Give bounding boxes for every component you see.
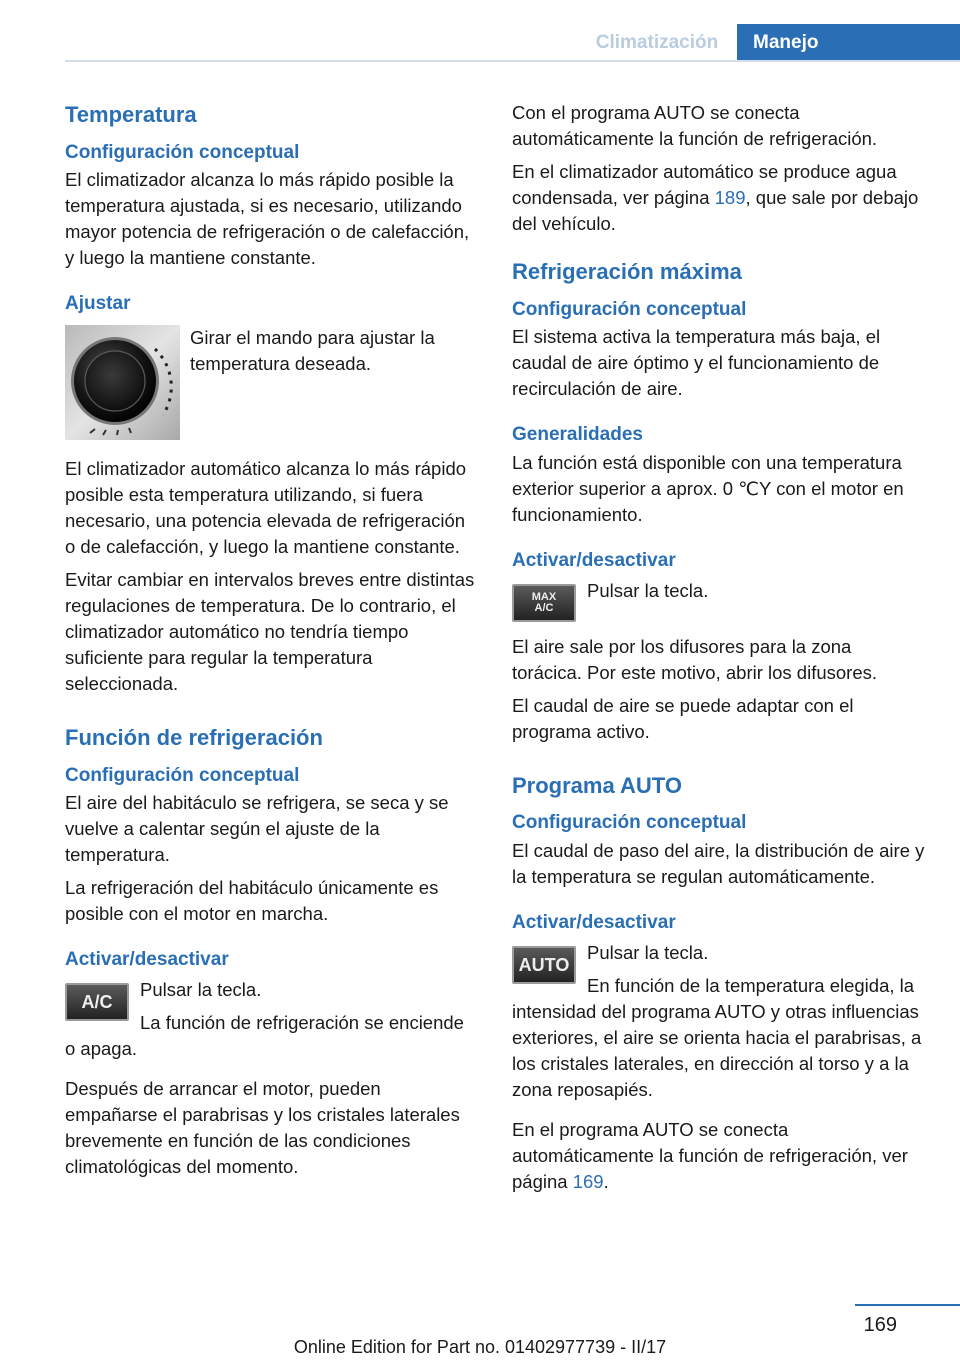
subheading-concept-refrigeracion: Configuración conceptual	[65, 764, 300, 786]
left-column	[65, 100, 478, 1187]
paragraph-maxima-2: El caudal de aire se puede adaptar con el programa activo.	[512, 694, 854, 742]
page-link-189[interactable]: 189	[714, 187, 746, 208]
ac-key-icon	[65, 983, 129, 1021]
paragraph-ajustar: Girar el mando para ajustar la temperatura deseada.	[190, 326, 435, 374]
paragraph-press-ac: Pulsar la tecla.	[140, 978, 262, 1000]
max-ac-key-line2: A/C	[534, 601, 554, 614]
header-divider	[65, 60, 960, 62]
subheading-toggle-maxima: Activar/desactivar	[512, 549, 676, 571]
heading-auto: Programa AUTO	[512, 772, 682, 798]
paragraph-refrigeracion-3: Después de arrancar el motor, pueden empañarse el parabrisas y los cristales laterales brevemente en función de las condiciones climatológicas del momento.	[65, 1077, 460, 1177]
text-before-link: En el climatizador automático se produce agua condensada, ver página	[512, 161, 897, 208]
right-column	[512, 100, 925, 1202]
paragraph-concept-temperatura: El climatizador alcanza lo más rápido posible la temperatura ajustada, si es necesario, utilizando mayor potencia de refrigeración o de calefacción, y luego la mantiene constante.	[65, 169, 470, 269]
page-header	[0, 0, 960, 62]
text-after-link: , que sale por debajo del vehículo.	[512, 187, 919, 234]
ac-key-label: A/C	[81, 991, 113, 1012]
subheading-concept-temperatura: Configuración conceptual	[65, 141, 300, 163]
auto-key-block	[512, 940, 925, 1103]
text-after-link: .	[603, 1170, 609, 1192]
paragraph-toggle-auto: En función de la temperatura elegida, la intensidad del programa AUTO y otras influencias exteriores, el aire se orienta hacia el parabrisas, a los cristales laterales, en dirección al torso y a la zona reposapiés.	[512, 974, 922, 1100]
subheading-concept-auto: Configuración conceptual	[512, 812, 747, 834]
header-chapter-tab[interactable]: Manejo	[737, 24, 960, 62]
subheading-toggle-refrigeracion: Activar/desactivar	[65, 949, 229, 971]
auto-key-label: AUTO	[518, 954, 570, 975]
paragraph-refrigeracion-1: El aire del habitáculo se refrigera, se seca y se vuelve a calentar según el ajuste de la temperatura.	[65, 792, 449, 866]
temperature-knob-icon	[65, 325, 180, 440]
subheading-ajustar: Ajustar	[65, 293, 131, 315]
paragraph-temperatura-2: Evitar cambiar en intervalos breves entre distintas regulaciones de temperatura. De lo contrario, el climatizador automático no tendría tiempo suficiente para regular la temperatura seleccionada.	[65, 568, 475, 694]
subheading-toggle-auto: Activar/desactivar	[512, 911, 676, 933]
max-ac-key-line1: MAX	[531, 590, 557, 603]
paragraph-concept-maxima: El sistema activa la temperatura más baja, el caudal de aire óptimo y el funcionamiento de recirculación de aire.	[512, 326, 881, 400]
page-number: 169	[863, 1314, 897, 1336]
paragraph-toggle-ac: La función de refrigeración se enciende o apaga.	[65, 1011, 464, 1059]
paragraph-generalidades: La función está disponible con una temperatura exterior superior a aprox. 0 ℃Y con el motor en funcionamiento.	[512, 451, 904, 525]
paragraph-concept-auto: El caudal de paso del aire, la distribución de aire y la temperatura se regulan automáticamente.	[512, 839, 925, 887]
paragraph-auto-note-1: Con el programa AUTO se conecta automáticamente la función de refrigeración.	[512, 102, 878, 149]
page-link-169[interactable]: 169	[572, 1170, 604, 1192]
footer-edition: Online Edition for Part no. 01402977739 - II/17	[293, 1337, 667, 1357]
paragraph-auto-note-2	[512, 159, 925, 237]
footer-divider	[855, 1304, 960, 1306]
heading-temperatura: Temperatura	[65, 102, 197, 127]
subheading-generalidades: Generalidades	[512, 424, 643, 446]
paragraph-temperatura-1: El climatizador automático alcanza lo más rápido posible esta temperatura utilizando, si fuera necesario, una potencia elevada de refrigeración o de calefacción, y luego la mantiene constante.	[65, 457, 467, 557]
paragraph-press-max: Pulsar la tecla.	[587, 579, 709, 601]
max-ac-key-icon	[512, 584, 576, 622]
paragraph-press-auto: Pulsar la tecla.	[587, 941, 709, 963]
text-before-link: En el programa AUTO se conecta automáticamente la función de refrigeración, ver página	[512, 1118, 908, 1192]
heading-maxima: Refrigeración máxima	[512, 259, 742, 284]
header-section-tab[interactable]: Climatización	[595, 32, 719, 53]
auto-key-icon	[512, 946, 576, 984]
paragraph-maxima-1: El aire sale por los difusores para la zona torácica. Por este motivo, abrir los difusores.	[512, 635, 878, 683]
paragraph-refrigeracion-2: La refrigeración del habitáculo únicamente es posible con el motor en marcha.	[65, 877, 439, 925]
subheading-concept-maxima: Configuración conceptual	[512, 298, 747, 320]
adjust-row	[65, 325, 478, 440]
ac-key-block	[65, 977, 478, 1062]
max-ac-key-row	[512, 578, 925, 622]
paragraph-auto-refrigeracion	[512, 1117, 925, 1195]
heading-refrigeracion: Función de refrigeración	[65, 724, 323, 750]
